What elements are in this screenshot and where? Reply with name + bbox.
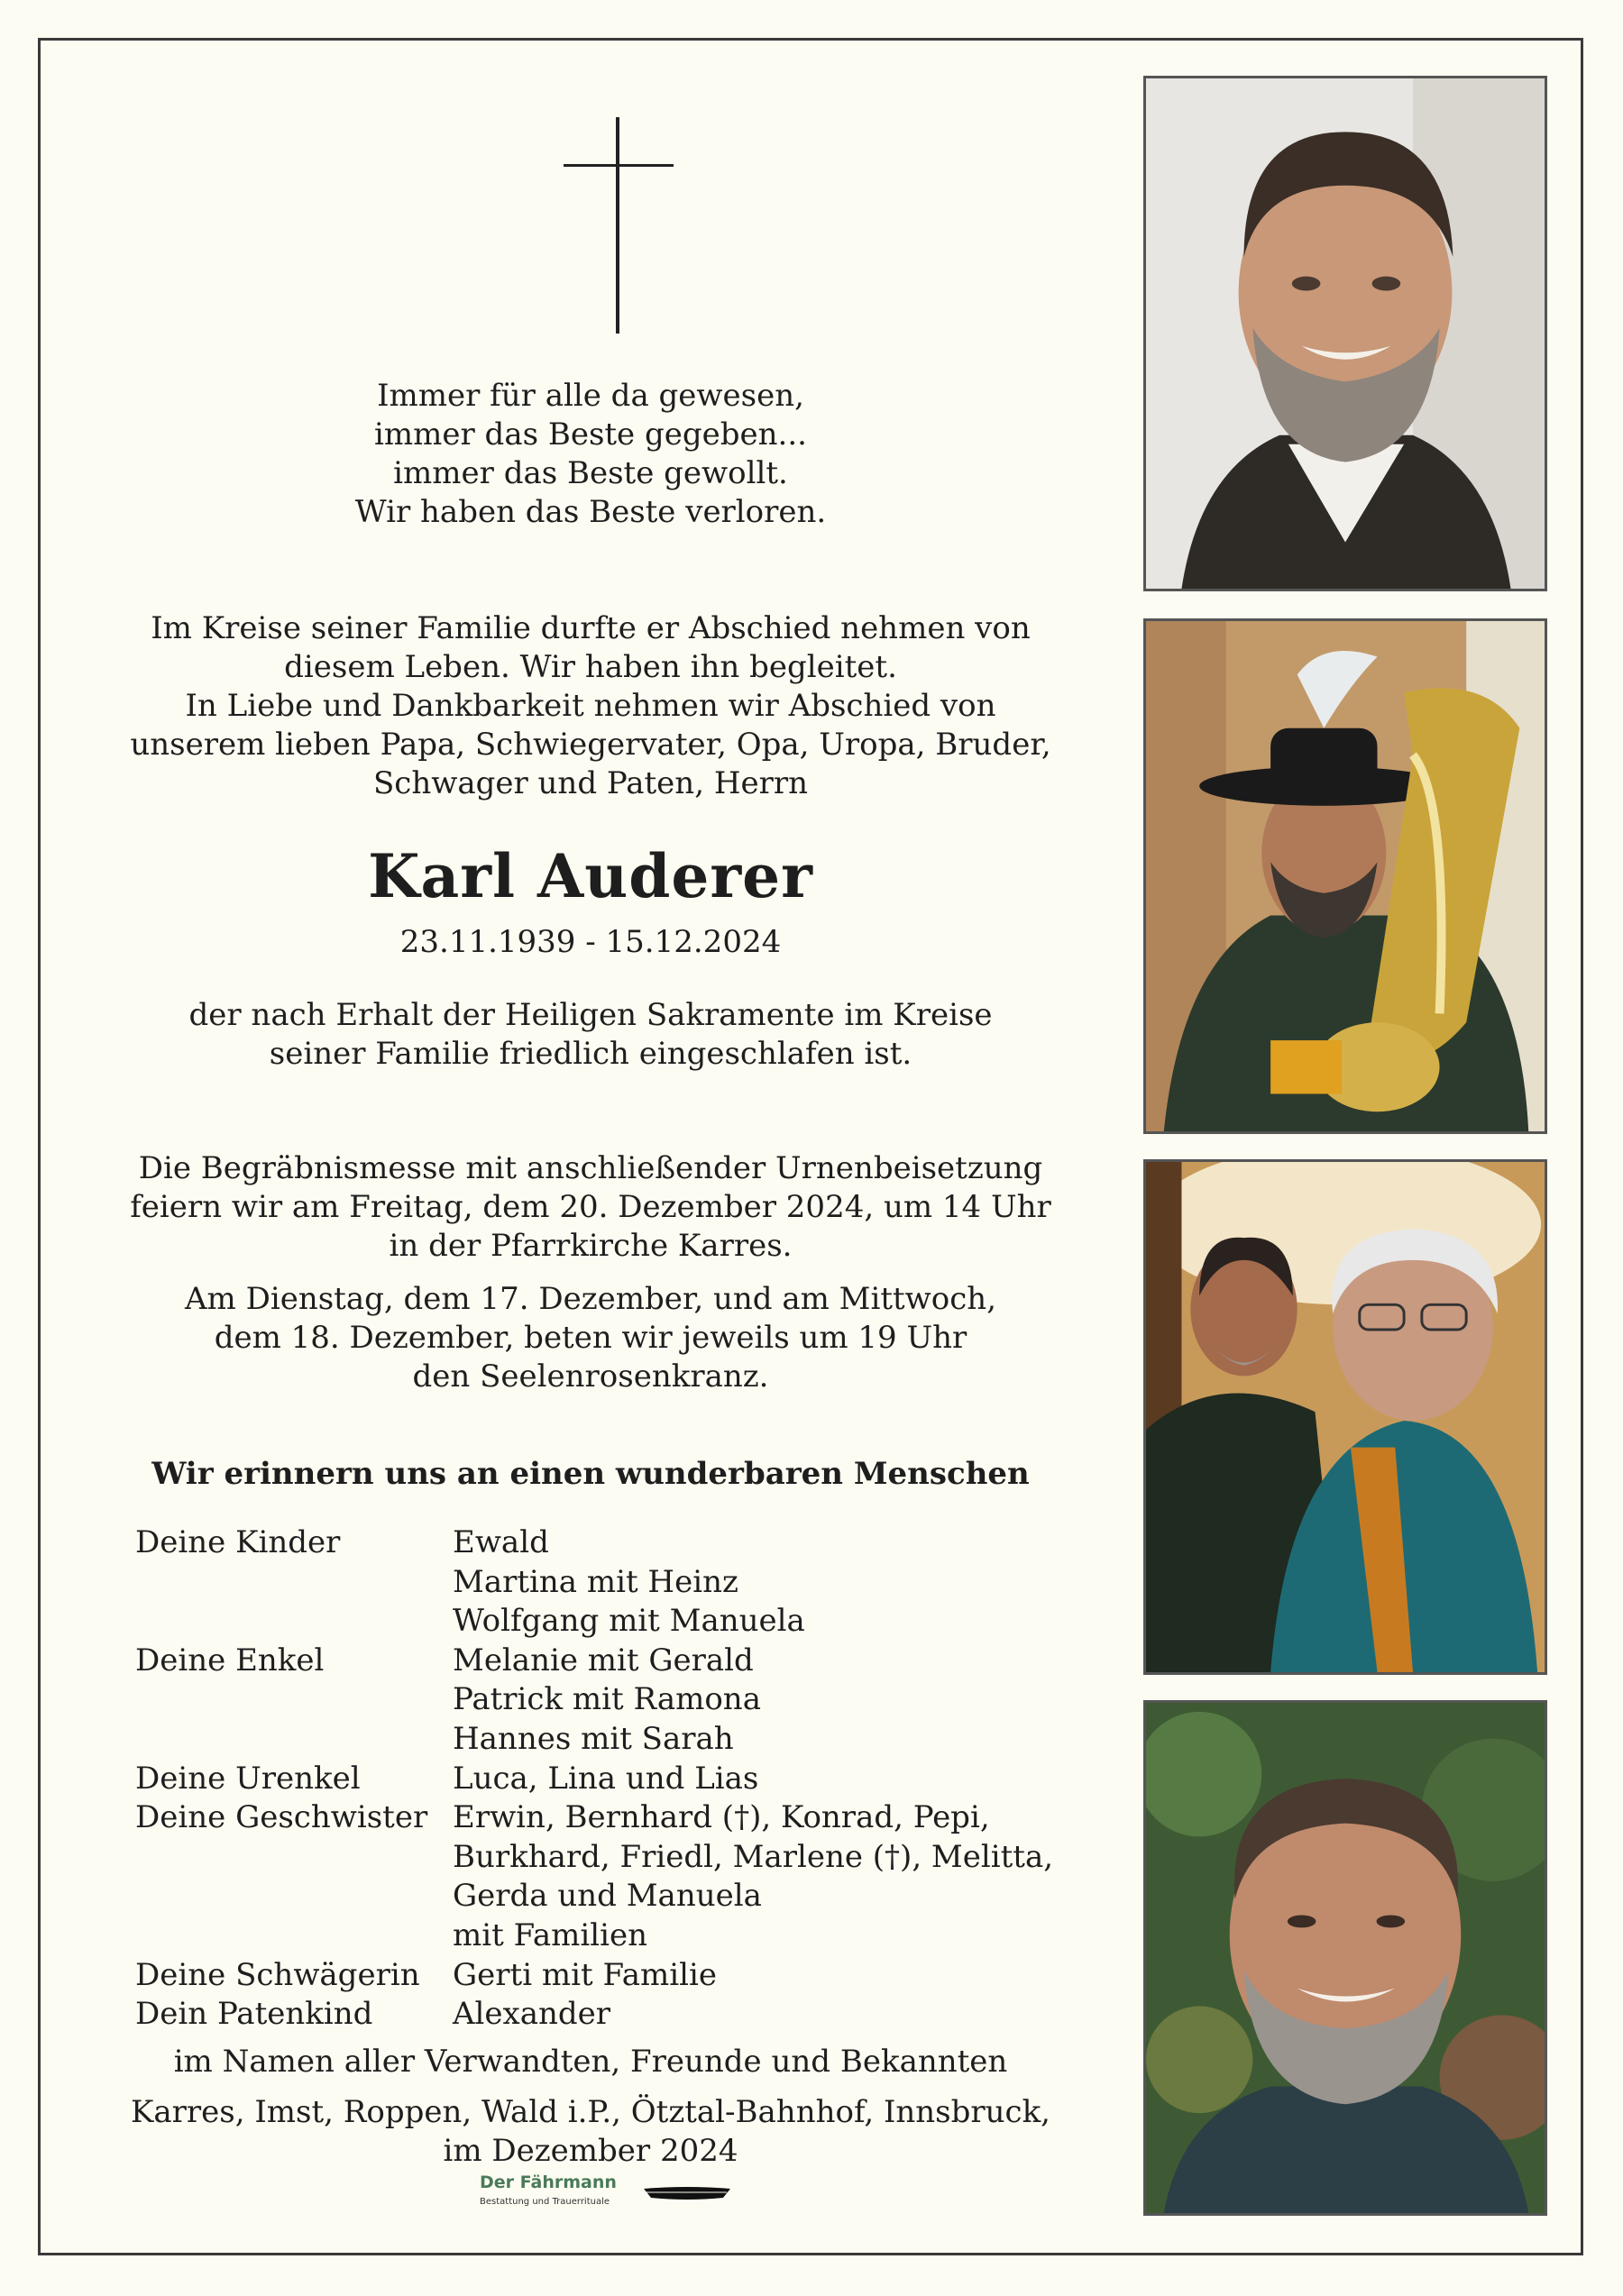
intro-line: Schwager und Paten, Herrn xyxy=(372,765,808,801)
family-names: Luca, Lina und Lias xyxy=(453,1760,759,1797)
couple-photo xyxy=(1143,1159,1547,1675)
family-row xyxy=(135,1838,1053,1878)
tuba-player-photo xyxy=(1143,618,1547,1134)
family-names: Gerti mit Familie xyxy=(453,1956,718,1993)
family-row xyxy=(135,1995,1053,2035)
family-names: Hannes mit Sarah xyxy=(453,1720,734,1757)
rosary-info xyxy=(90,1280,1091,1396)
sacrament-text xyxy=(90,996,1091,1074)
family-names: Ewald xyxy=(453,1524,549,1560)
rosary-line: Am Dienstag, dem 17. Dezember, und am Mittwoch, xyxy=(184,1281,997,1317)
logo-brand: Der Fährmann xyxy=(480,2173,617,2192)
verse-line: immer das Beste gegeben... xyxy=(374,416,807,453)
sacrament-line: seiner Familie friedlich eingeschlafen ist. xyxy=(269,1036,912,1072)
mass-line: Die Begräbnismesse mit anschließender Urnenbeisetzung xyxy=(138,1150,1043,1186)
places-line: Karres, Imst, Roppen, Wald i.P., Ötztal-Bahnhof, Innsbruck, xyxy=(131,2094,1050,2130)
funeral-mass-info xyxy=(90,1149,1091,1266)
verse-line: Immer für alle da gewesen, xyxy=(377,378,804,414)
family-names: Melanie mit Gerald xyxy=(453,1642,754,1679)
portrait-photo xyxy=(1143,76,1547,591)
farewell-intro xyxy=(90,609,1091,803)
family-relation xyxy=(135,1720,453,1760)
intro-line: Im Kreise seiner Familie durfte er Abschied nehmen von xyxy=(151,610,1031,646)
family-row xyxy=(135,1642,1053,1681)
smiling-portrait-photo xyxy=(1143,1700,1547,2216)
family-relation xyxy=(135,1916,453,1956)
family-relation: Dein Patenkind xyxy=(135,1996,373,2033)
family-names: mit Familien xyxy=(453,1916,648,1953)
rosary-line: dem 18. Dezember, beten wir jeweils um 19 Uhr xyxy=(214,1320,967,1356)
family-names: Erwin, Bernhard (†), Konrad, Pepi, xyxy=(453,1799,990,1836)
family-row xyxy=(135,1798,1053,1838)
intro-line: diesem Leben. Wir haben ihn begleitet. xyxy=(284,649,897,685)
family-relation xyxy=(135,1838,453,1878)
family-row xyxy=(135,1563,1053,1603)
mass-line: feiern wir am Freitag, dem 20. Dezember 2024, um 14 Uhr xyxy=(130,1189,1051,1225)
intro-line: In Liebe und Dankbarkeit nehmen wir Abschied von xyxy=(185,688,996,724)
logo-subtitle: Bestattung und Trauerrituale xyxy=(480,2197,610,2207)
family-relation: Deine Geschwister xyxy=(135,1799,428,1836)
life-dates: 23.11.1939 - 15.12.2024 xyxy=(399,924,782,960)
family-relation: Deine Kinder xyxy=(135,1524,341,1560)
family-list xyxy=(135,1523,1053,2035)
family-relation xyxy=(135,1680,453,1720)
places-and-date xyxy=(90,2093,1091,2171)
family-row xyxy=(135,1877,1053,1916)
family-row xyxy=(135,1760,1053,1799)
family-row xyxy=(135,1523,1053,1563)
family-row xyxy=(135,1956,1053,1996)
family-names: Gerda und Manuela xyxy=(453,1878,762,1915)
closing-line: im Namen aller Verwandten, Freunde und Bekannten xyxy=(173,2044,1008,2080)
memorial-verse xyxy=(90,377,1091,532)
rosary-line: den Seelenrosenkranz. xyxy=(412,1358,769,1395)
sacrament-line: der nach Erhalt der Heiligen Sakramente im Kreise xyxy=(188,997,993,1033)
family-relation xyxy=(135,1602,453,1642)
family-names: Alexander xyxy=(453,1996,611,2033)
family-relation xyxy=(135,1877,453,1916)
family-relation: Deine Schwägerin xyxy=(135,1956,420,1993)
family-names: Martina mit Heinz xyxy=(453,1563,738,1600)
family-row xyxy=(135,1680,1053,1720)
mass-line: in der Pfarrkirche Karres. xyxy=(389,1228,793,1264)
family-relation: Deine Enkel xyxy=(135,1642,325,1679)
boat-icon xyxy=(642,2182,732,2205)
family-row xyxy=(135,1720,1053,1760)
deceased-name: Karl Auderer xyxy=(368,841,813,911)
verse-line: Wir haben das Beste verloren. xyxy=(354,494,827,530)
family-names: Wolfgang mit Manuela xyxy=(453,1603,805,1640)
undertaker-logo xyxy=(480,2173,750,2227)
intro-line: unserem lieben Papa, Schwiegervater, Opa, Uropa, Bruder, xyxy=(130,727,1051,763)
family-relation: Deine Urenkel xyxy=(135,1760,361,1797)
family-names: Burkhard, Friedl, Marlene (†), Melitta, xyxy=(453,1838,1054,1875)
remember-heading: Wir erinnern uns an einen wunderbaren Menschen xyxy=(151,1456,1030,1492)
family-relation xyxy=(135,1563,453,1603)
family-names: Patrick mit Ramona xyxy=(453,1681,761,1718)
date-line: im Dezember 2024 xyxy=(443,2133,738,2169)
cross-icon xyxy=(564,117,674,334)
family-row xyxy=(135,1916,1053,1956)
verse-line: immer das Beste gewollt. xyxy=(393,455,788,491)
family-row xyxy=(135,1602,1053,1642)
